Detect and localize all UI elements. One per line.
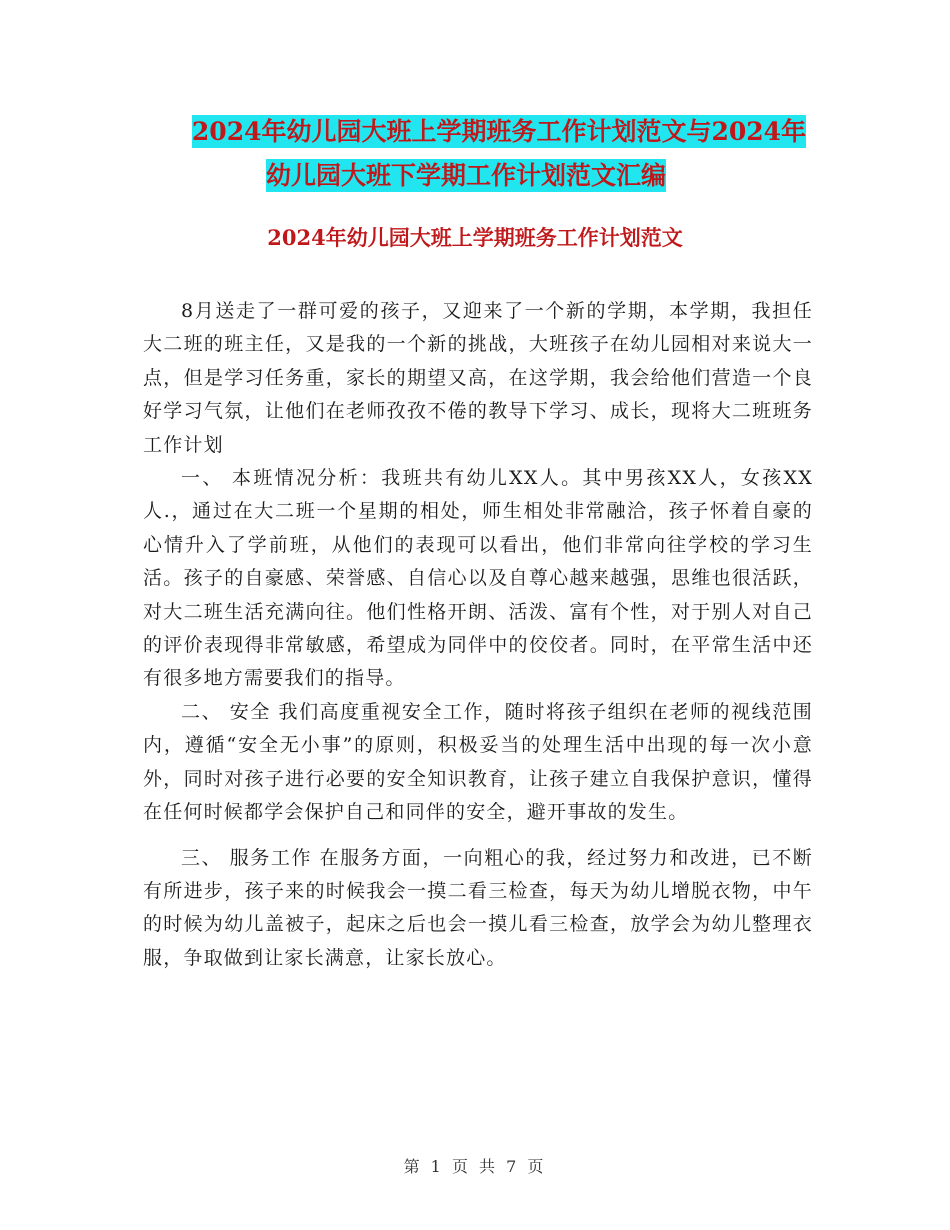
body-text: [143, 295, 813, 975]
paragraph-service: 三、 服务工作 在服务方面，一向粗心的我，经过努力和改进，已不断有所进步，孩子来的时候我会一摸二看三检查，每天为幼儿增脱衣物，中午的时候为幼儿盖被子，起床之后也会一摸儿看三检查，放学会为幼儿整理衣服，争取做到让家长满意，让家长放心。: [143, 846, 813, 969]
title-line-1: 2024年幼儿园大班上学期班务工作计划范文与2024年: [191, 117, 807, 146]
paragraph-class-analysis: 一、 本班情况分析：我班共有幼儿XX人。其中男孩XX人，女孩XX人.，通过在大二班一个星期的相处，师生相处非常融洽，孩子怀着自豪的心情升入了学前班，从他们的表现可以看出，他们非常向往学校的学习生活。孩子的自豪感、荣誉感、自信心以及自尊心越来越强，思维也很活跃，对大二班生活充满向往。他们性格开朗、活泼、富有个性，对于别人对自己的评价表现得非常敏感，希望成为同伴中的佼佼者。同时，在平常生活中还有很多地方需要我们的指导。: [143, 467, 813, 690]
section-title: 2024年幼儿园大班上学期班务工作计划范文: [267, 225, 683, 250]
page-footer: 第 1 页 共 7 页: [403, 1157, 547, 1176]
paragraph-safety: 二、 安全 我们高度重视安全工作，随时将孩子组织在老师的视线范围内，遵循“安全无小事”的原则，积极妥当的处理生活中出现的每一次小意外，同时对孩子进行必要的安全知识教育，让孩子建立自我保护意识，懂得在任何时候都学会保护自己和同伴的安全，避开事故的发生。: [143, 700, 813, 824]
title-line-2: 幼儿园大班下学期工作计划范文汇编: [266, 161, 667, 190]
paragraph-intro: 8月送走了一群可爱的孩子，又迎来了一个新的学期，本学期，我担任大二班的班主任，又是我的一个新的挑战，大班孩子在幼儿园相对来说大一点，但是学习任务重，家长的期望又高，在这学期，我会给他们营造一个良好学习气氛，让他们在老师孜孜不倦的教导下学习、成长，现将大二班班务工作计划: [143, 300, 813, 456]
document-title: [140, 112, 820, 196]
